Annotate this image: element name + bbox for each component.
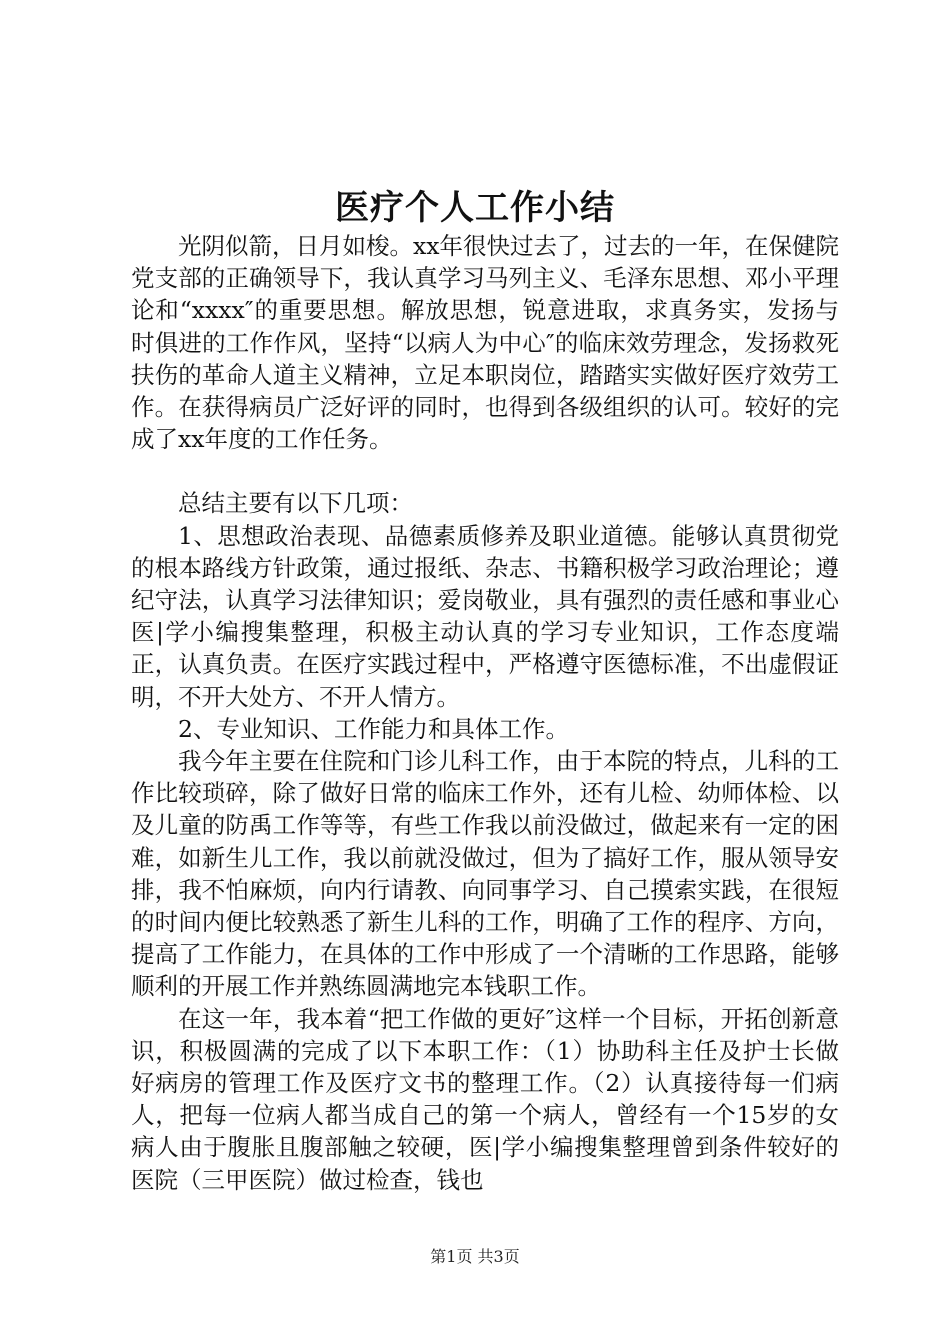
paragraph-item-2-heading: 2、专业知识、工作能力和具体工作。	[178, 714, 569, 743]
paragraph-intro: 光阴似箭，日月如梭。xx年很快过去了，过去的一年，在保健院党支部的正确领导下，我认真学习马列主义、毛泽东思想、邓小平理论和“xxxx″的重要思想。解放思想，锐意进取，求真务实，发扬与时俱进的工作作风，坚持“以病人为中心″的临床效劳理念，发扬救死扶伤的革命人道主义精神，立足本职岗位，踏踏实实做好医疗效劳工作。在获得病员广泛好评的同时，也得到各级组织的认可。较好的完成了xx年度的工作任务。	[131, 232, 840, 454]
paragraph-pediatrics-work: 我今年主要在住院和门诊儿科工作，由于本院的特点，儿科的工作比较琐碎，除了做好日常的临床工作外，还有儿检、幼师体检、以及儿童的防禹工作等等，有些工作我以前没做过，做起来有一定的困难，如新生儿工作，我以前就没做过，但为了搞好工作，服从领导安排，我不怕麻烦，向内行请教、向同事学习、自己摸索实践，在很短的时间内便比较熟悉了新生儿科的工作，明确了工作的程序、方向，提高了工作能力，在具体的工作中形成了一个清晰的工作思路，能够顺利的开展工作并熟练圆满地完本钱职工作。	[131, 747, 839, 1001]
paragraph-item-1: 1、思想政治表现、品德素质修养及职业道德。能够认真贯彻党的根本路线方针政策，通过报纸、杂志、书籍积极学习政治理论；遵纪守法，认真学习法律知识；爱岗敬业，具有强烈的责任感和事业心医|学小编搜集整理，积极主动认真的学习专业知识，工作态度端正，认真负责。在医疗实践过程中，严格遵守医德标准，不出虚假证明，不开大处方、不开人情方。	[131, 521, 839, 711]
document-body	[131, 230, 839, 1196]
paragraph-this-year: 在这一年，我本着“把工作做的更好″这样一个目标，开拓创新意识，积极圆满的完成了以下本职工作：（1）协助科主任及护士长做好病房的管理工作及医疗文书的整理工作。（2）认真接待每一们病人，把每一位病人都当成自己的第一个病人，曾经有一个15岁的女病人由于腹胀且腹部触之较硬，医|学小编搜集整理曾到条件较好的医院（三甲医院）做过检查，钱也	[131, 1004, 839, 1194]
paragraph-summary-heading: 总结主要有以下几项：	[178, 489, 413, 518]
page-footer: 第1页 共3页	[430, 1247, 520, 1266]
document-title: 医疗个人工作小结	[335, 188, 615, 228]
